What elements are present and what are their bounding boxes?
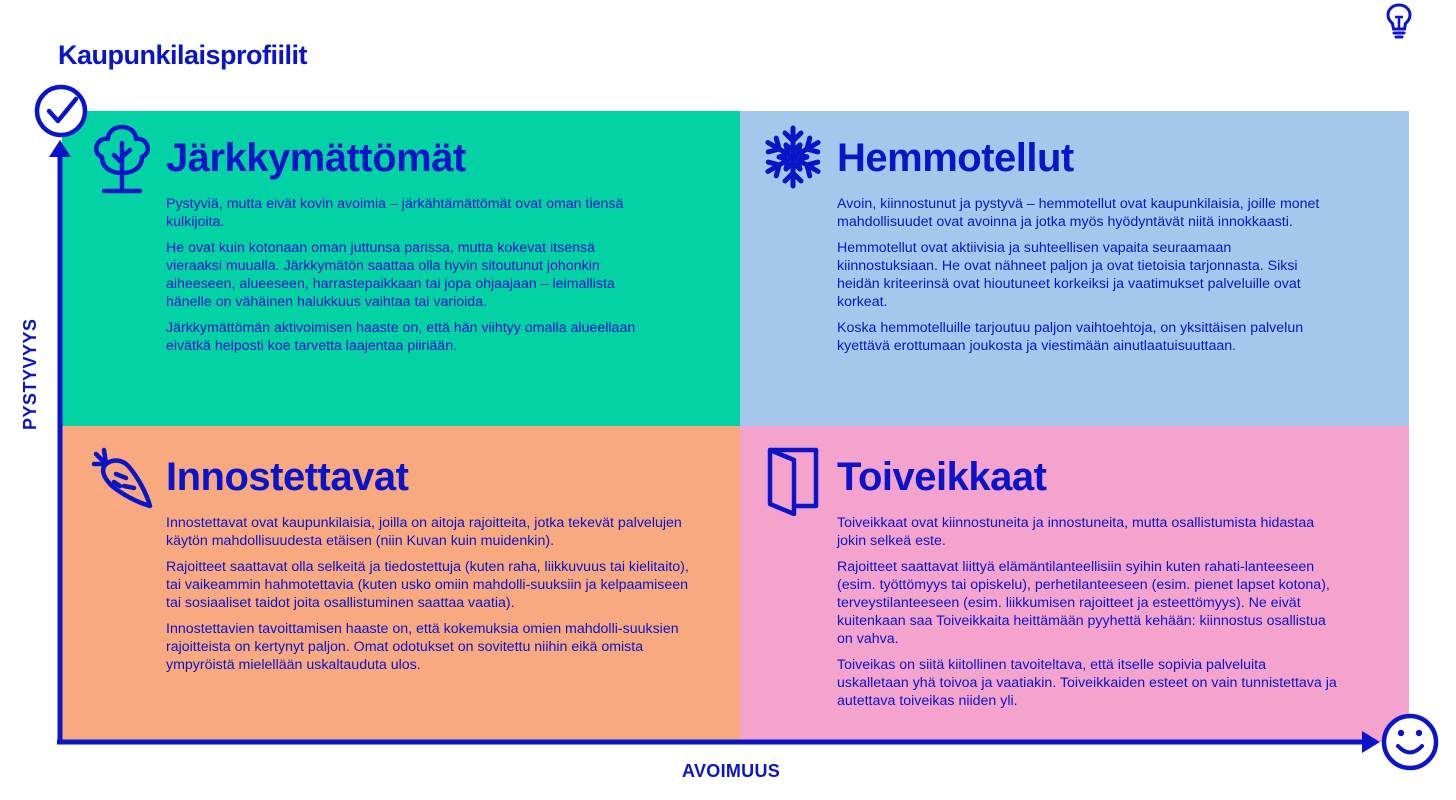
paragraph: Pystyviä, mutta eivät kovin avoimia – järkähtämättömät ovat oman tiensä kulkijoita. <box>166 196 624 230</box>
y-axis-arrowhead <box>49 140 71 157</box>
heading-jarkkymattomat: Järkkymättömät <box>166 136 466 180</box>
paragraph: Toiveikkaat ovat kiinnostuneita ja innostuneita, mutta osallistumista hidastaa jokin selkeä este. <box>837 515 1315 549</box>
paragraph: Avoin, kiinnostunut ja pystyvä – hemmotellut ovat kaupunkilaisia, joille monet mahdollisuudet ovat avoinna ja jotka myös hyödyntävät niitä innokkaasti. <box>837 196 1320 230</box>
heading-toiveikkaat: Toiveikkaat <box>837 455 1047 499</box>
x-axis-arrowhead <box>1362 731 1380 753</box>
paragraph: Koska hemmotelluille tarjoutuu paljon vaihtoehtoja, on yksittäisen palvelun kyettävä erottumaan joukosta ja viestimään ainutlaatuisuuttaan. <box>837 320 1304 354</box>
paragraph: Hemmotellut ovat aktiivisia ja suhteellisen vapaita seuraamaan kiinnostuksiaan. He ovat nähneet paljon ja ovat tietoisia tarjonnasta. Siksi heidän kriteerinsä ovat hioutuneet korkeiksi ja vaatimukset palveluille ovat korkeat. <box>837 240 1301 310</box>
paragraph: Rajoitteet saattavat olla selkeitä ja tiedostettuja (kuten raha, liikkuvuus tai kielitaito), tai vaikeammin hahmotettavia (kuten usko omiin mahdolli-suuksiin ja kelpaamiseen tai sosiaaliset taidot joita osallistuminen saattaa vaatia). <box>166 559 689 611</box>
check-circle-icon <box>37 87 85 135</box>
x-axis-label: AVOIMUUS <box>682 761 781 781</box>
heading-hemmotellut: Hemmotellut <box>837 136 1074 180</box>
smiley-icon <box>1384 716 1436 768</box>
paragraph: Innostettavien tavoittamisen haaste on, että kokemuksia omien mahdolli-suuksien rajoitteista on kertynyt paljon. Omat odotukset on sovitettu niihin eikä omista ympyröistä mielellään uskaltauduta ulos. <box>166 621 679 673</box>
page-title: Kaupunkilaisprofiilit <box>58 40 308 70</box>
heading-innostettavat: Innostettavat <box>166 455 409 499</box>
paragraph: Rajoitteet saattavat liittyä elämäntilanteellisiin syihin kuten rahati-lanteeseen (esim. työttömyys tai opiskelu), perhetilanteeseen (esim. pienet lapset kotona), terveystilanteeseen (esim. liikkumisen rajoitteet ja esteettömyys). Ne eivät kuitenkaan saa Toiveikkaita heittämään pyyhettä kehään: kiinnostus osallistua on vahva. <box>837 559 1330 647</box>
paragraph: He ovat kuin kotonaan oman juttunsa parissa, mutta kokevat itsensä vieraaksi muualla. Järkkymätön saattaa olla hyvin sitoutunut johonkin aiheeseen, alueeseen, harrastepaikkaan tai jopa ohjaajaan – leimallista hänelle on vähäinen halukkuus vaihtaa tai varioida. <box>166 240 615 310</box>
paragraph: Innostettavat ovat kaupunkilaisia, joilla on aitoja rajoitteita, jotka tekevät palvelujen käytön mahdollisuudesta etäisen (niin Kuvan kuin muidenkin). <box>166 515 682 549</box>
paragraph: Toiveikas on siitä kiitollinen tavoiteltava, että itselle sopivia palveluita uskalletaan yhä toivoa ja vaatiakin. Toiveikkaiden esteet on vain tunnistettava ja autettava toiveikas niiden yli. <box>837 657 1337 709</box>
y-axis-label: PYSTYVYYS <box>20 318 40 430</box>
paragraph: Järkkymättömän aktivoimisen haaste on, että hän viihtyy omalla alueellaan eivätkä helposti koe tarvetta laajentaa piiriään. <box>166 320 636 354</box>
